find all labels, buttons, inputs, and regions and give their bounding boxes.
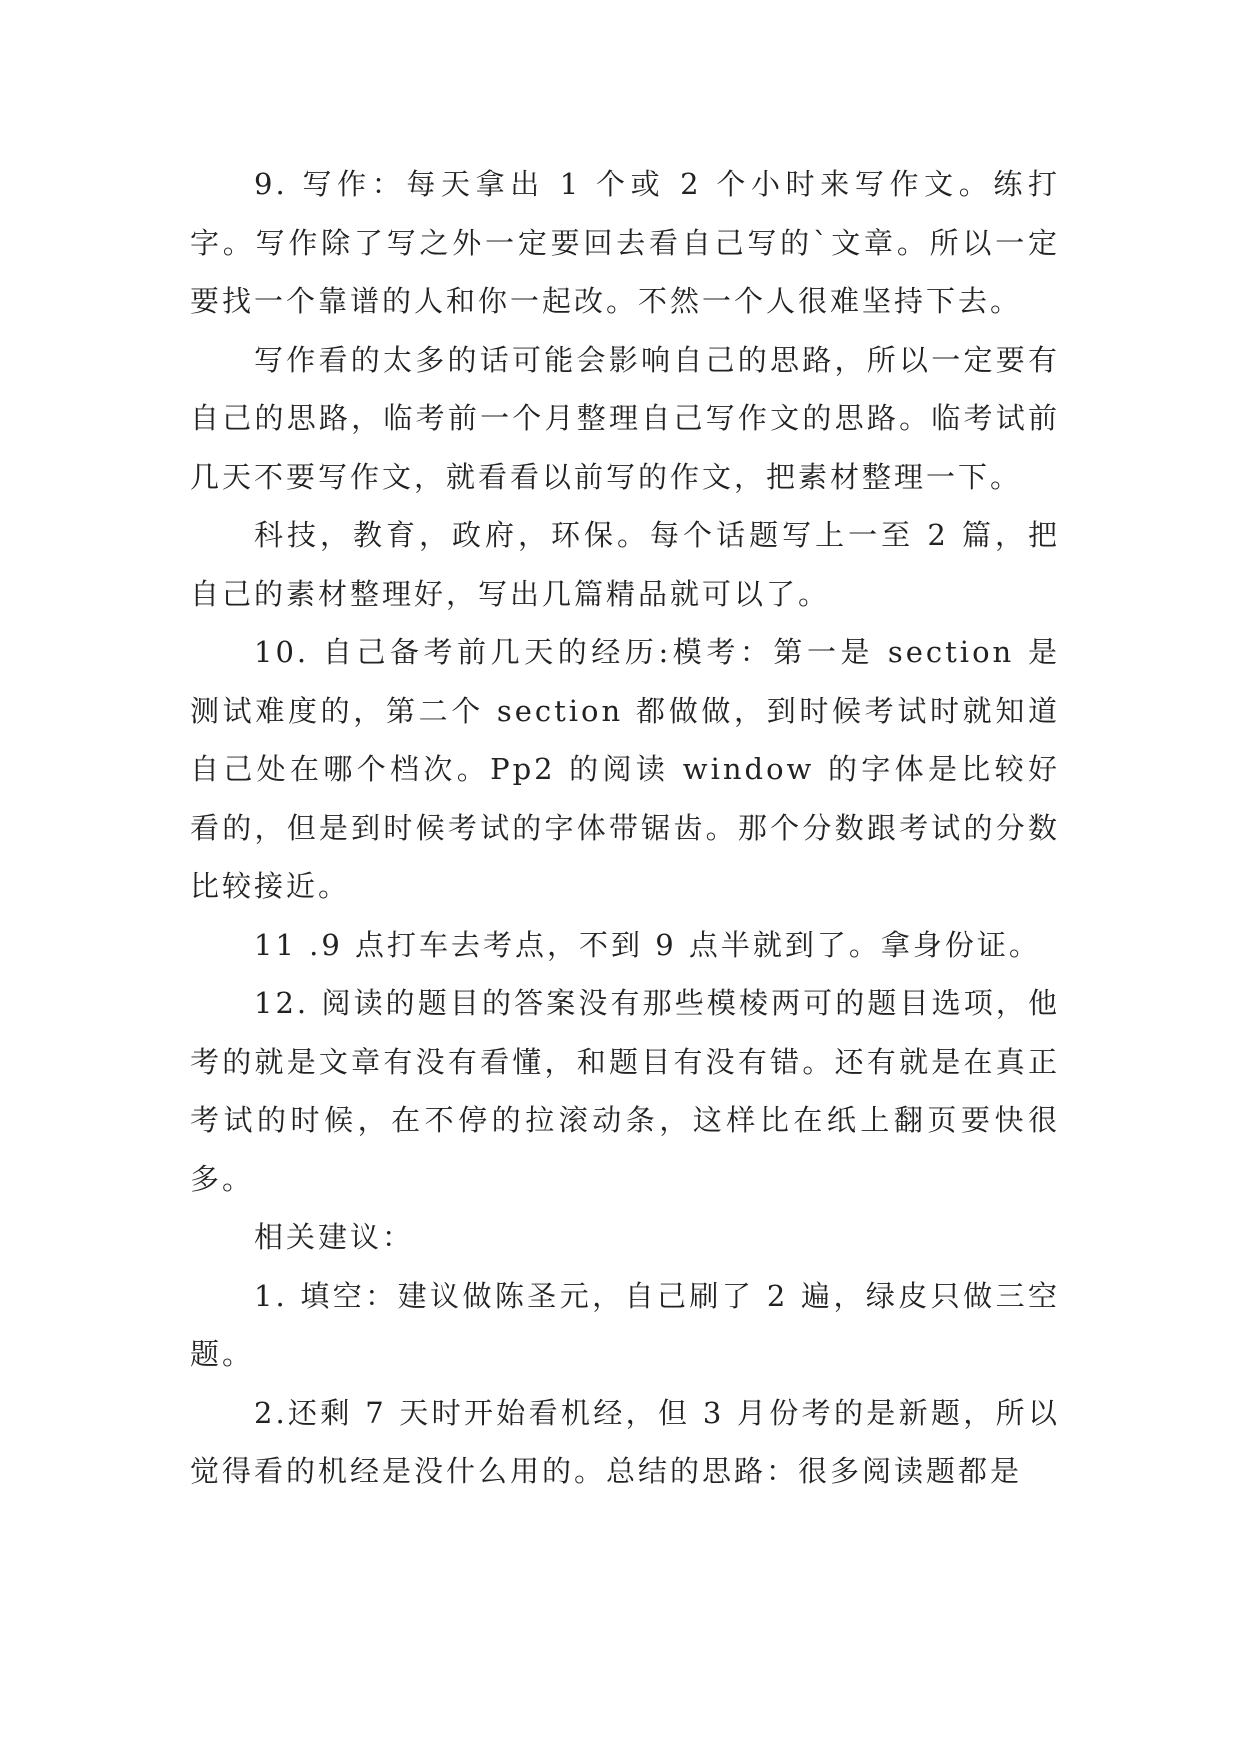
paragraph-writing-thoughts: 写作看的太多的话可能会影响自己的思路，所以一定要有自己的思路，临考前一个月整理自己写作文的思路。临考试前几天不要写作文，就看看以前写的作文，把素材整理一下。 — [190, 342, 1060, 494]
document-body — [190, 155, 1060, 1501]
paragraph-exam-day: 11 .9 点打车去考点，不到 9 点半就到了。拿身份证。 — [254, 927, 1041, 962]
paragraph-suggestions-heading: 相关建议： — [254, 1220, 415, 1254]
paragraph-mock-exam: 10. 自己备考前几天的经历:模考：第一是 section 是测试难度的，第二个 section 都做做，到时候考试时就知道自己处在哪个档次。Pp2 的阅读 window 的字体是比较好看的，但是到时候考试的字体带锯齿。那个分数跟考试的分数比较接近。 — [190, 635, 1060, 903]
paragraph-writing-topics: 科技，教育，政府，环保。每个话题写上一至 2 篇，把自己的素材整理好，写出几篇精品就可以了。 — [190, 518, 1060, 611]
paragraph-machine-questions: 2.还剩 7 天时开始看机经，但 3 月份考的是新题，所以觉得看的机经是没什么用的。总结的思路：很多阅读题都是 — [190, 1395, 1060, 1488]
paragraph-reading-questions: 12. 阅读的题目的答案没有那些模棱两可的题目选项，他考的就是文章有没有看懂，和题目有没有错。还有就是在真正考试的时候，在不停的拉滚动条，这样比在纸上翻页要快很多。 — [190, 986, 1060, 1196]
paragraph-fill-in-blank: 1. 填空：建议做陈圣元，自己刷了 2 遍，绿皮只做三空题。 — [190, 1278, 1060, 1371]
paragraph-writing-tips: 9. 写作：每天拿出 1 个或 2 个小时来写作文。练打字。写作除了写之外一定要回去看自己写的`文章。所以一定要找一个靠谱的人和你一起改。不然一个人很难坚持下去。 — [190, 167, 1060, 318]
